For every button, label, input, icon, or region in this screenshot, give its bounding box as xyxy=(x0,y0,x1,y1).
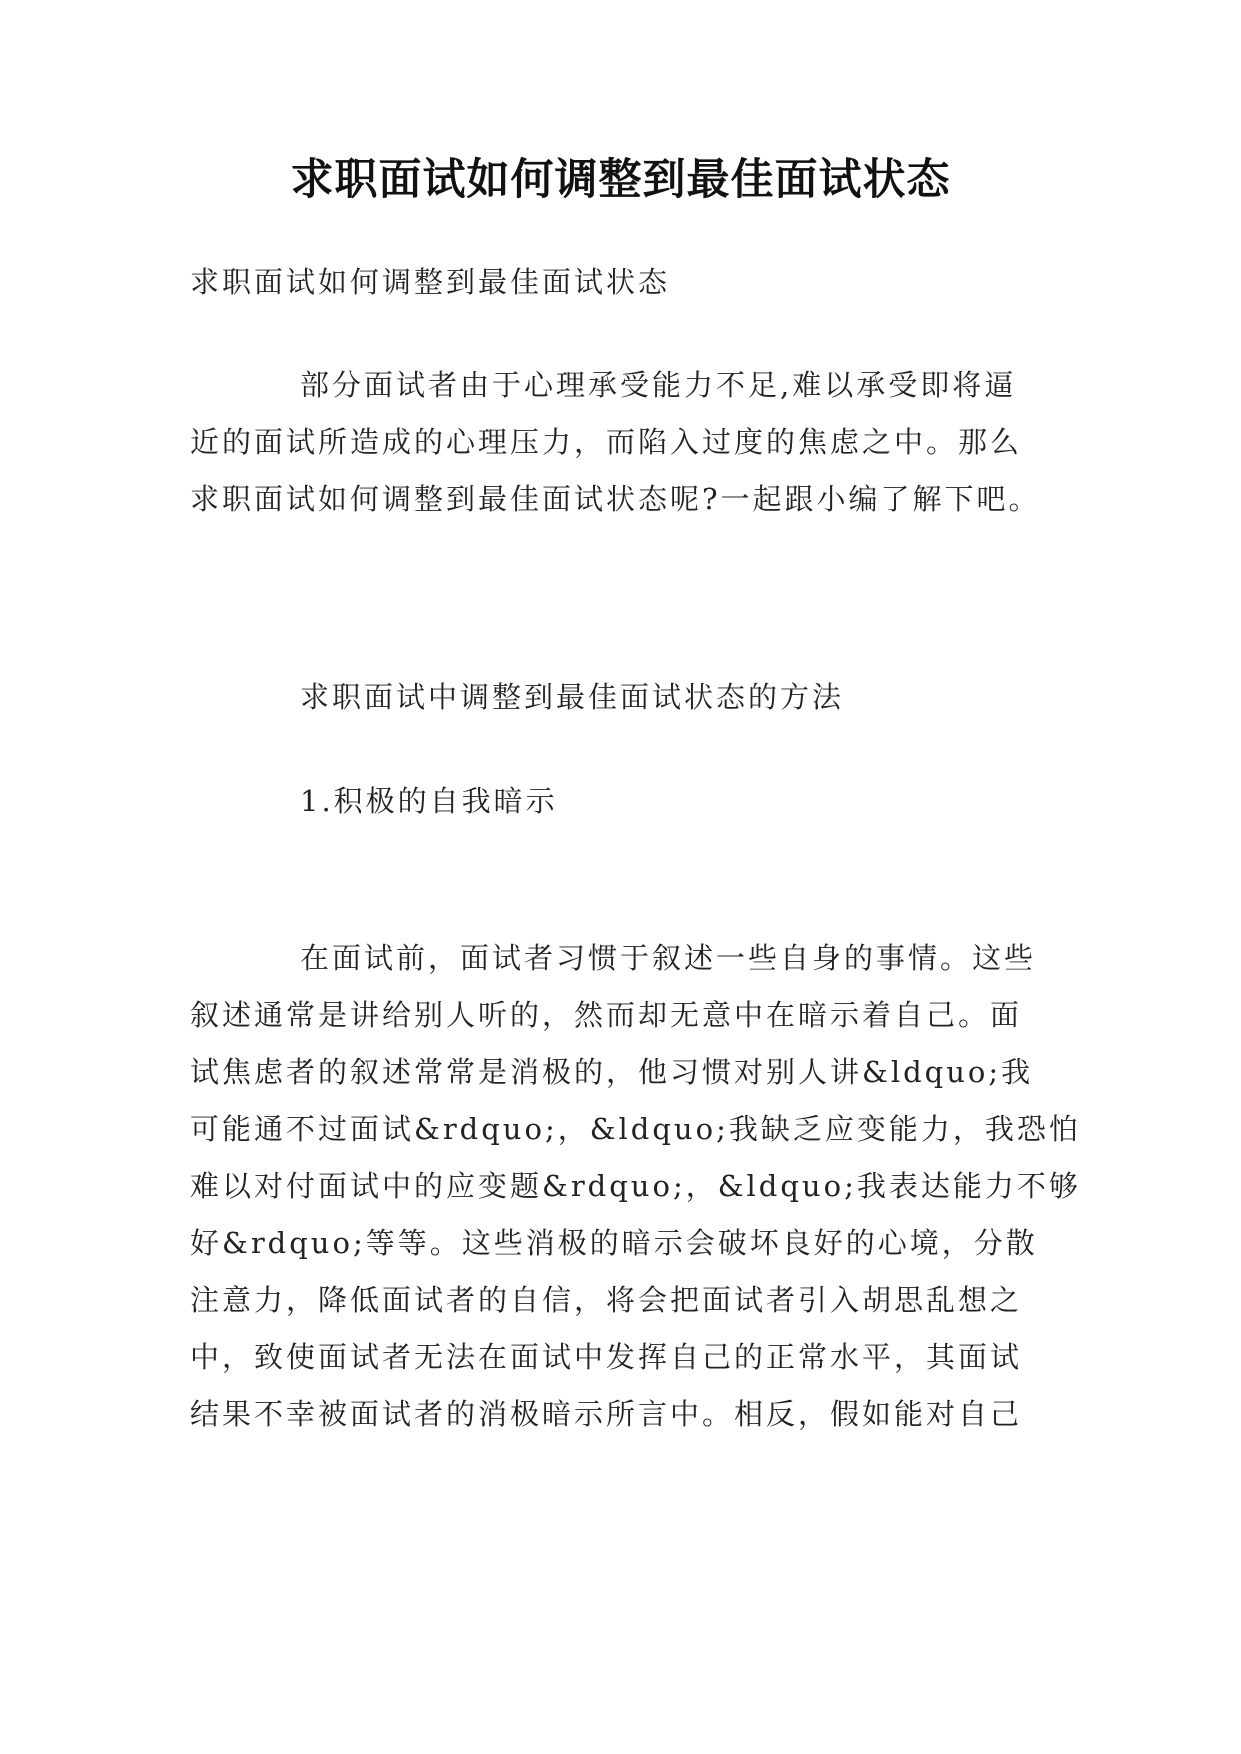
body-line: 叙述通常是讲给别人听的，然而却无意中在暗示着自己。面 xyxy=(190,998,1023,1032)
body-line: 中，致使面试者无法在面试中发挥自己的正常水平，其面试 xyxy=(190,1340,1023,1374)
item-heading: 1.积极的自我暗示 xyxy=(300,784,558,818)
intro-paragraph xyxy=(190,357,1060,528)
body-paragraph xyxy=(190,930,1081,1443)
intro-line: 近的面试所造成的心理压力，而陷入过度的焦虑之中。那么 xyxy=(190,425,1023,459)
body-line: 注意力，降低面试者的自信，将会把面试者引入胡思乱想之 xyxy=(190,1283,1023,1317)
body-line: 结果不幸被面试者的消极暗示所言中。相反，假如能对自己 xyxy=(190,1397,1023,1431)
body-line: 可能通不过面试&rdquo;，&ldquo;我缺乏应变能力，我恐怕 xyxy=(190,1112,1081,1146)
body-line: 试焦虑者的叙述常常是消极的，他习惯对别人讲&ldquo;我 xyxy=(190,1055,1034,1089)
intro-line: 求职面试如何调整到最佳面试状态呢?一起跟小编了解下吧。 xyxy=(190,482,1041,516)
body-line: 在面试前，面试者习惯于叙述一些自身的事情。这些 xyxy=(300,941,1037,975)
document-subtitle: 求职面试如何调整到最佳面试状态 xyxy=(190,265,671,299)
document-subtitle-block xyxy=(190,254,1060,311)
intro-line: 部分面试者由于心理承受能力不足,难以承受即将逼 xyxy=(300,368,1017,402)
body-line: 好&rdquo;等等。这些消极的暗示会破坏良好的心境，分散 xyxy=(190,1226,1038,1260)
item-heading-block xyxy=(190,773,1060,830)
section-heading-block xyxy=(190,669,1060,726)
section-heading: 求职面试中调整到最佳面试状态的方法 xyxy=(300,680,845,714)
document-title: 求职面试如何调整到最佳面试状态 xyxy=(290,155,951,205)
body-line: 难以对付面试中的应变题&rdquo;，&ldquo;我表达能力不够 xyxy=(190,1169,1081,1203)
